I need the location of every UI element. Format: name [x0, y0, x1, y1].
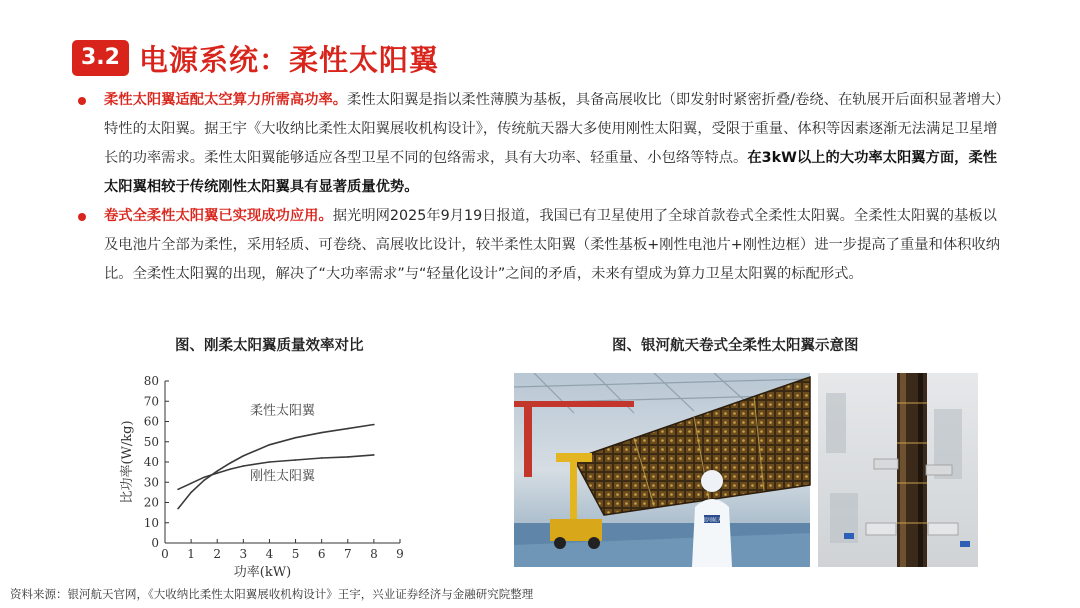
suit-badge-text: 银河航天 [701, 517, 723, 524]
data-point [373, 424, 375, 426]
bullet-dot-icon [78, 213, 86, 221]
y-axis-label: 比功率(W/kg) [120, 420, 135, 504]
data-point [243, 455, 245, 457]
data-point [373, 454, 375, 456]
flexible-wing-label: 柔性太阳翼 [249, 403, 316, 419]
y-tick-label: 10 [143, 515, 159, 530]
data-point [321, 432, 323, 434]
data-point [203, 479, 205, 481]
bullet-emphasis: 在3kW以上的大功率太阳翼方面，柔性太阳翼相较于传统刚性太阳翼具有显著质量优势。 [104, 150, 998, 195]
x-tick-label: 7 [343, 547, 352, 561]
photo-svg [514, 373, 978, 567]
y-tick-label: 60 [143, 414, 159, 429]
chart-svg [95, 365, 425, 580]
data-point [295, 459, 297, 461]
y-tick-label: 30 [143, 475, 159, 490]
x-tick-label: 9 [396, 547, 404, 561]
section-number-badge: 3.2 [72, 40, 129, 76]
data-point [321, 457, 323, 459]
y-tick-label: 20 [143, 495, 159, 510]
hall-photo [514, 373, 810, 567]
data-point [347, 428, 349, 430]
y-tick-label: 80 [143, 374, 159, 388]
page-title: 电源系统：柔性太阳翼 [138, 42, 439, 77]
bullet-body: 据光明网2025年9月19日报道，我国已有卫星使用了全球首款卷式全柔性太阳翼。全柔性太阳翼的基板以及电池片全部为柔性，采用轻质、可卷绕、高展收比设计，较半柔性太阳翼（柔性基板+刚性电池片+刚性边框）进一步提高了重量和体积收纳比。全柔性太阳翼的出现，解决了“大功率需求”与“轻量化设计”之间的矛盾，未来有望成为算力卫星太阳翼的标配形式。 [104, 208, 1001, 282]
data-point [216, 472, 218, 474]
solar-wing-photos [514, 373, 978, 567]
data-point [295, 437, 297, 439]
x-tick-label: 6 [317, 547, 326, 561]
y-tick-label: 70 [143, 394, 159, 409]
bullet-dot-icon [78, 97, 86, 105]
x-tick-label: 3 [239, 547, 248, 561]
x-tick-label: 0 [161, 547, 169, 561]
x-tick-label: 8 [370, 547, 378, 561]
figure-right-title: 图、银河航天卷式全柔性太阳翼示意图 [612, 338, 859, 354]
figure-left-title: 图、刚柔太阳翼质量效率对比 [175, 338, 364, 354]
data-point [190, 482, 192, 484]
data-point [203, 476, 205, 478]
y-tick-label: 0 [151, 536, 159, 550]
x-tick-label: 4 [265, 547, 274, 561]
data-point [229, 468, 231, 470]
source-note: 资料来源：银河航天官网，《大收纳比柔性太阳翼展收机构设计》王宇，兴业证券经济与金融研究院整理 [10, 587, 534, 601]
bullet-lead: 柔性太阳翼适配太空算力所需高功率。 [104, 92, 348, 108]
bullet-list [78, 86, 1010, 289]
data-point [177, 508, 179, 510]
y-tick-label: 40 [143, 455, 159, 469]
y-tick-label: 50 [143, 434, 159, 449]
x-tick-label: 2 [213, 547, 222, 561]
flexible-wing-line [178, 425, 374, 509]
data-point [177, 489, 179, 491]
x-tick-label: 1 [187, 547, 195, 561]
rolled-wing-photo [818, 373, 978, 567]
bullet-item [78, 86, 1010, 202]
data-point [229, 462, 231, 464]
data-point [216, 470, 218, 472]
data-point [243, 465, 245, 467]
bullet-body: 柔性太阳翼是指以柔性薄膜为基板，具备高展收比（即发射时紧密折叠/卷绕、在轨展开后面积显著增大）特性的太阳翼。据王宇《大收纳比柔性太阳翼展收机构设计》，传统航天器大多使用刚性太阳翼，受限于重量、体积等因素逐渐无法满足卫星增长的功率需求。柔性太阳翼能够适应各型卫星不同的包络需求，具有大功率、轻重量、小包络等特点。 [104, 92, 1010, 166]
power-efficiency-chart [95, 365, 425, 580]
x-tick-label: 5 [291, 547, 300, 561]
rigid-wing-label: 刚性太阳翼 [249, 469, 316, 485]
data-point [269, 461, 271, 463]
data-point [347, 456, 349, 458]
bullet-lead: 卷式全柔性太阳翼已实现成功应用。 [104, 208, 333, 224]
slide-title [72, 38, 439, 78]
data-point [269, 444, 271, 446]
x-axis-label: 功率(kW) [233, 565, 292, 580]
data-point [190, 492, 192, 494]
bullet-item [78, 202, 1010, 289]
